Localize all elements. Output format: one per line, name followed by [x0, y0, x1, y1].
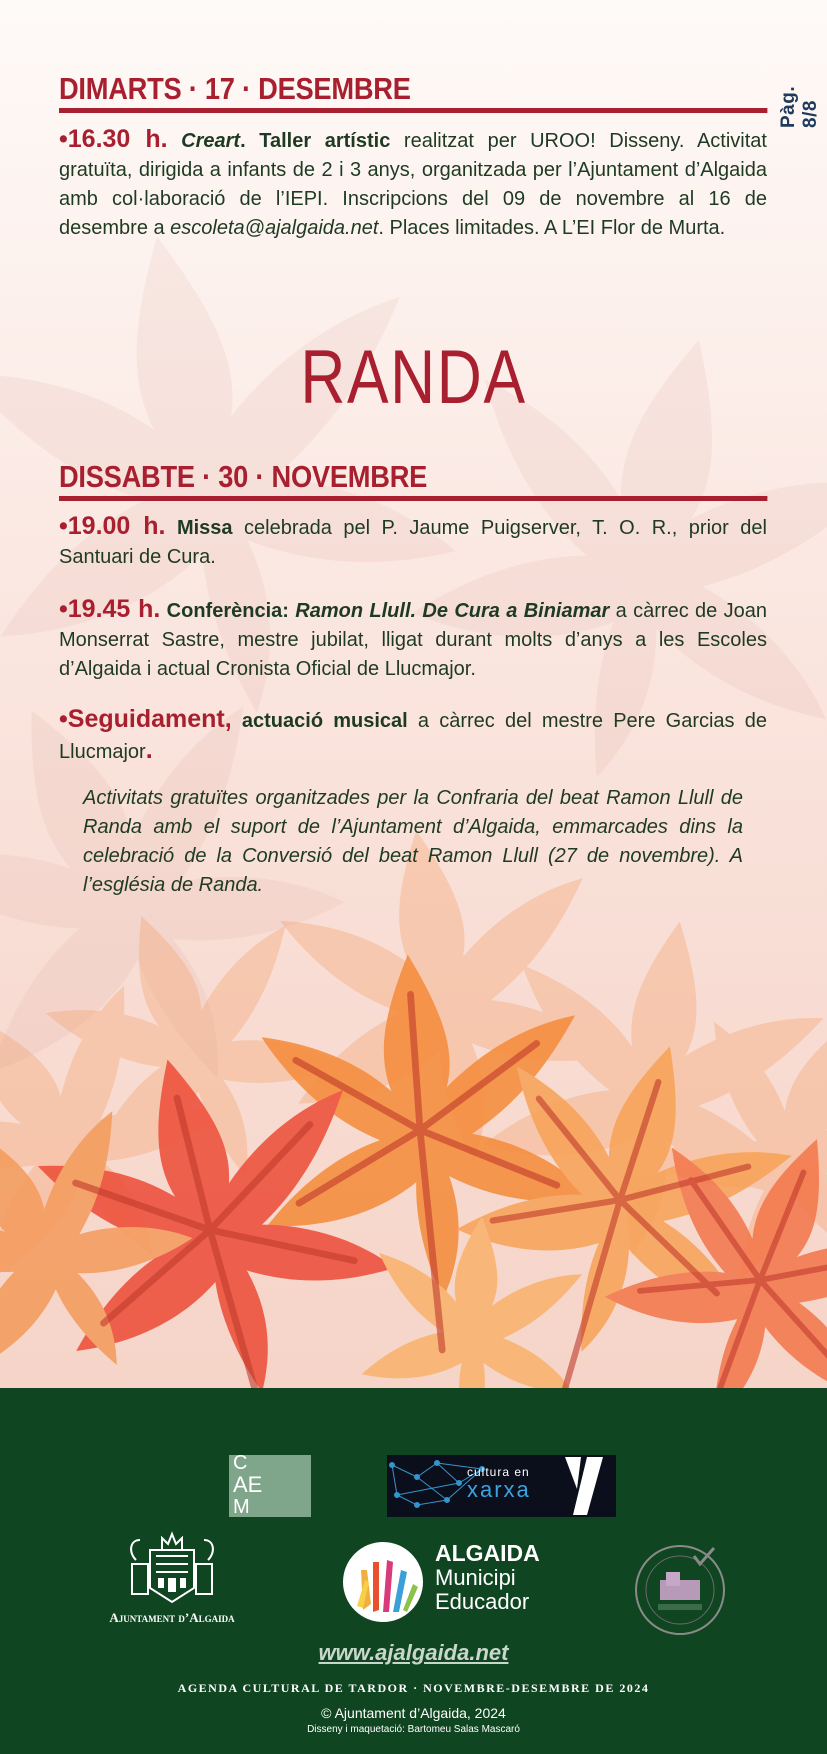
municipi-educador-logo — [343, 1540, 543, 1624]
event-note: Activitats gratuïtes organitzades per la Confraria del beat Ramon Llull de Randa amb el suport de l’Ajuntament d’Algaida, emmarcades dins la celebració de la Conversió del beat Ramon Llull (27 de novembre). A l’església de Randa. — [83, 787, 743, 896]
bullet: • — [59, 512, 68, 540]
ajuntament-logo — [92, 1530, 252, 1630]
event-description: a càrrec del mestre Pere Garcias de Llucmajor — [59, 710, 767, 763]
event-end-dot: . — [145, 736, 153, 764]
gender-seal-logo — [634, 1544, 726, 1636]
event-description: realitzat per UROO! Disseny. Activitat gratuïta, dirigida a infants de 2 i 3 anys, organitzada per l’Ajuntament d’Algaida amb col·laboració de l’IEPI. Inscripcions del 09 de novembre al 16 de desembre a — [59, 130, 767, 239]
design-credit: Disseny i maquetació: Bartomeu Salas Mascaró — [307, 1724, 520, 1735]
ajuntament-crest-icon — [92, 1530, 252, 1608]
event-description: celebrada pel P. Jaume Puigserver, T. O. R., prior del Santuari de Cura. — [59, 517, 767, 568]
event-title: Creart — [181, 130, 241, 152]
algaida-label: ALGAIDA — [435, 1540, 540, 1566]
event-entry-conferencia — [59, 595, 767, 684]
town-title: RANDA — [300, 335, 527, 420]
event-description-end: . Places limitades. A L’EI Flor de Murta. — [378, 217, 726, 239]
bullet: • — [59, 705, 68, 733]
caem-letter-c: C — [233, 1452, 248, 1474]
event-time: 19.00 h. — [67, 512, 166, 540]
event-title: Missa — [176, 517, 233, 539]
event-description: a càrrec de Joan Monserrat Sastre, mestre jubilat, lligat durant molts d’anys a les Escoles d’Algaida i actual Cronista Oficial de Llucmajor. — [59, 600, 768, 680]
event-subtitle: Ramon Llull. De Cura a Biniamar — [295, 600, 610, 622]
event-time: 16.30 h. — [67, 125, 168, 153]
event-title: actuació musical — [241, 710, 408, 732]
caem-letters-ae: AE — [233, 1472, 263, 1497]
caem-letter-m: M — [233, 1496, 250, 1518]
xarxa-text: xarxa — [467, 1477, 531, 1502]
event-entry-creart — [59, 125, 767, 243]
cultura-en-text: cultura en — [467, 1465, 530, 1479]
hands-circle-icon — [343, 1540, 427, 1624]
educador-label: Educador — [435, 1589, 530, 1614]
event-time: Seguidament, — [67, 705, 232, 733]
event-title: Conferència: — [166, 600, 289, 622]
event-time: 19.45 h. — [67, 595, 161, 623]
page-number: Pàg. 8/8 — [778, 85, 821, 128]
ajuntament-label: Ajuntament d’Algaida — [109, 1610, 235, 1625]
day-heading-dimarts: DIMARTS · 17 · DESEMBRE — [59, 70, 767, 113]
event-subtitle: . Taller artístic — [240, 130, 391, 152]
municipi-label: Municipi — [435, 1565, 516, 1590]
contact-email[interactable]: escoleta@ajalgaida.net — [170, 217, 379, 239]
seal-icon — [634, 1544, 726, 1636]
agenda-label: AGENDA CULTURAL DE TARDOR · NOVEMBRE-DESEMBRE DE 2024 — [177, 1681, 650, 1695]
event-entry-musical — [59, 705, 767, 767]
bullet: • — [59, 125, 68, 153]
event-entry-missa — [59, 512, 767, 572]
caem-logo — [229, 1452, 311, 1518]
website-link[interactable]: www.ajalgaida.net — [318, 1640, 509, 1665]
copyright: © Ajuntament d’Algaida, 2024 — [321, 1705, 506, 1721]
day-heading-dissabte: DISSABTE · 30 · NOVEMBRE — [59, 458, 767, 501]
bullet: • — [59, 595, 68, 623]
cultura-en-xarxa-logo — [387, 1455, 616, 1517]
